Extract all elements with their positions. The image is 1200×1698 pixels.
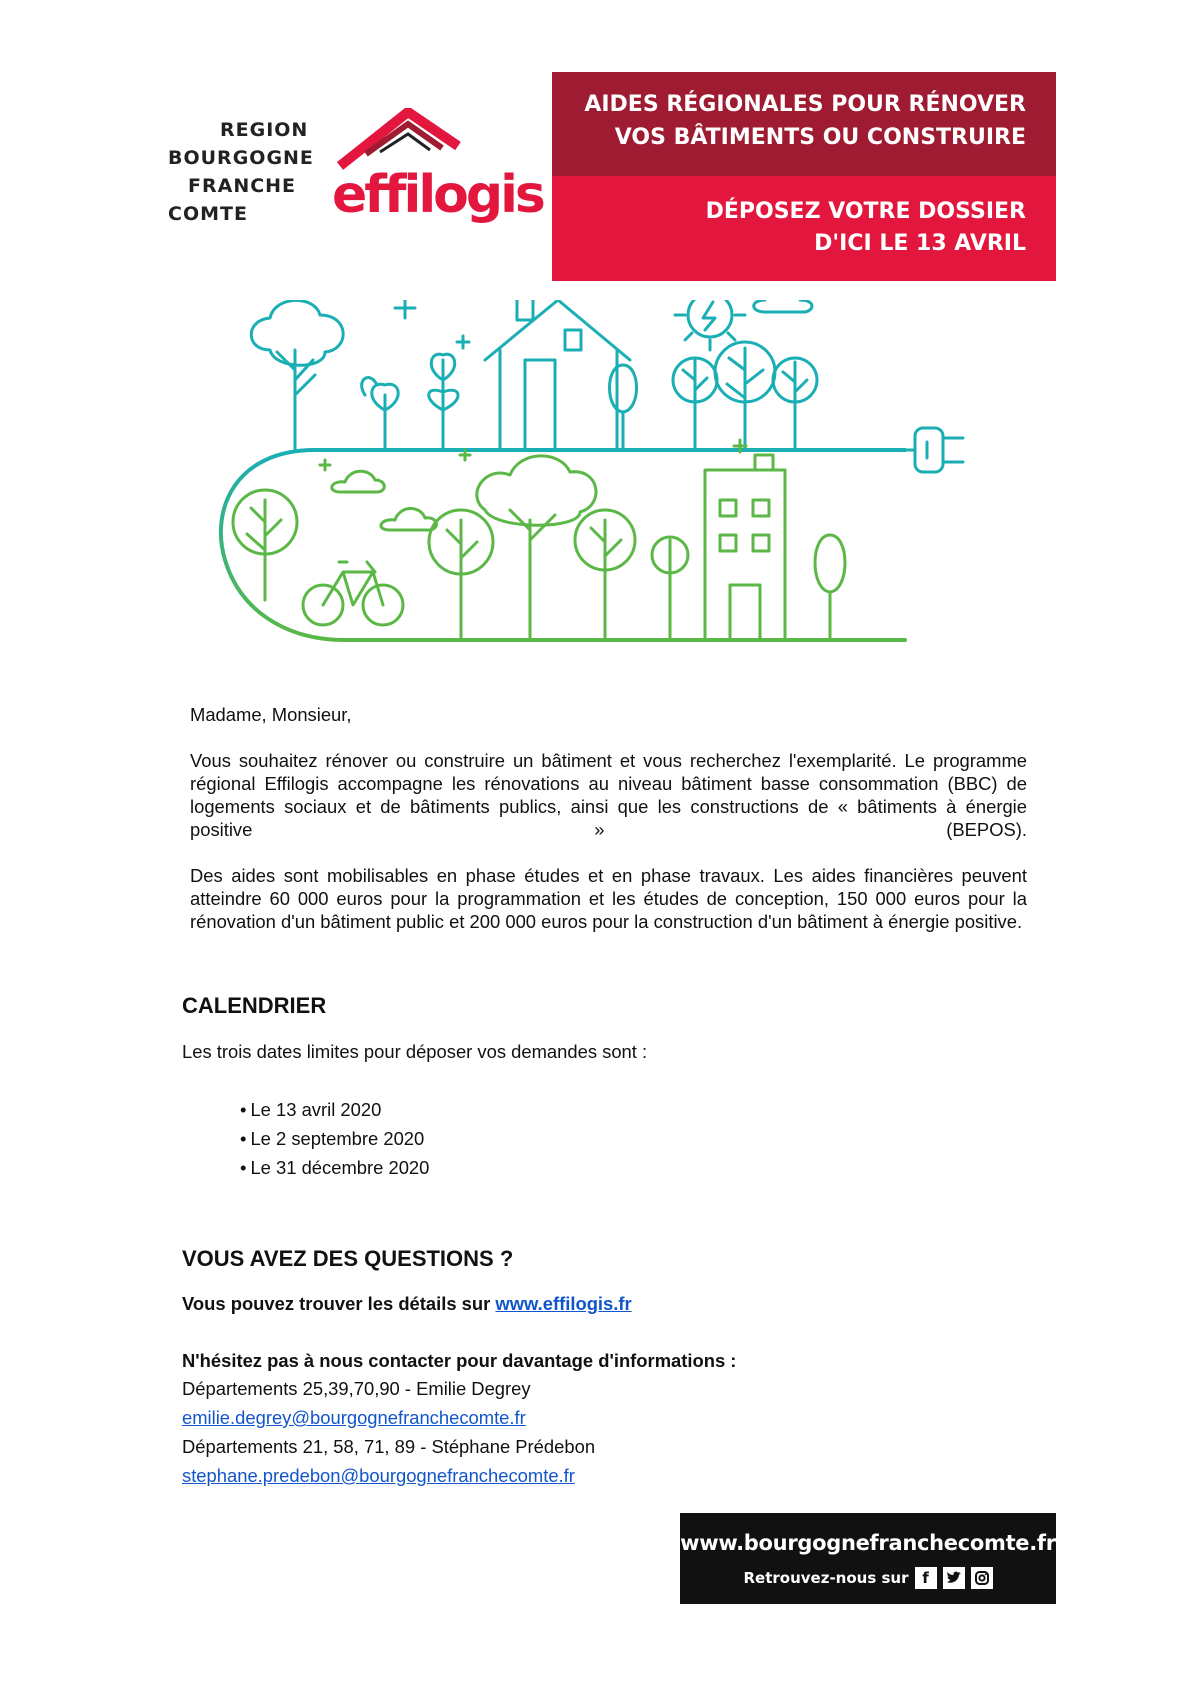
- footer-url[interactable]: www.bourgognefranchecomte.fr: [680, 1531, 1056, 1555]
- details-line: Vous pouvez trouver les détails sur www.effilogis.fr: [182, 1293, 632, 1314]
- instagram-icon[interactable]: [971, 1567, 993, 1589]
- logo-text: effilogis: [332, 165, 543, 225]
- footer-box: [680, 1513, 1056, 1604]
- region-logo: [168, 116, 314, 228]
- contact-1: Départements 25,39,70,90 - Emilie Degrey: [182, 1378, 531, 1399]
- list-item: • Le 2 septembre 2020: [240, 1124, 429, 1153]
- email-link-1[interactable]: emilie.degrey@bourgognefranchecomte.fr: [182, 1407, 526, 1428]
- region-line: COMTE: [168, 203, 248, 225]
- contact-title: N'hésitez pas à nous contacter pour davantage d'informations :: [182, 1350, 737, 1371]
- plug-icon: [905, 428, 963, 472]
- cloud-icon: [754, 300, 812, 312]
- facebook-icon[interactable]: f: [915, 1567, 937, 1589]
- social-row: [680, 1567, 1056, 1589]
- aid-paragraph: Des aides sont mobilisables en phase études et en phase travaux. Les aides financières peuvent atteindre 60 000 euros pour la programmation et les études de conception, 150 000 euros pour la rénovation d'un bâtiment public et 200 000 euros pour la construction d'un bâtiment à énergie positive.: [190, 865, 1027, 932]
- greeting: Madame, Monsieur,: [190, 704, 352, 725]
- sparkle-icon: [395, 300, 415, 318]
- calendar-intro: Les trois dates limites pour déposer vos demandes sont :: [182, 1041, 648, 1062]
- region-line: BOURGOGNE: [168, 147, 314, 169]
- deadline-list: [240, 1095, 429, 1182]
- effilogis-link[interactable]: www.effilogis.fr: [495, 1293, 632, 1314]
- effilogis-logo: [330, 108, 545, 233]
- eco-illustration: [215, 300, 985, 670]
- house-icon: [485, 300, 637, 450]
- twitter-icon[interactable]: [943, 1567, 965, 1589]
- intro-paragraph: Vous souhaitez rénover ou construire un bâtiment et vous recherchez l'exemplarité. Le programme régional Effilogis accompagne les rénovations au niveau bâtiment basse consommation (BBC) de logements sociaux et de bâtiments publics, ainsi que les constructions de « bâtiments à énergie positive » (BEPOS).: [190, 750, 1027, 840]
- building-icon: [705, 455, 785, 640]
- region-line: FRANCHE: [188, 175, 297, 197]
- plant-icon: [362, 354, 458, 450]
- calendar-title: CALENDRIER: [182, 993, 327, 1018]
- banner-title: AIDES RÉGIONALES POUR RÉNOVER VOS BÂTIMENTS OU CONSTRUIRE: [552, 72, 1056, 176]
- bicycle-icon: [303, 562, 403, 625]
- social-label: Retrouvez-nous sur: [743, 1569, 909, 1587]
- region-line: REGION: [220, 119, 309, 141]
- contact-2: Départements 21, 58, 71, 89 - Stéphane Prédebon: [182, 1436, 596, 1457]
- list-item: • Le 13 avril 2020: [240, 1095, 429, 1124]
- tree-icon: [251, 300, 343, 450]
- questions-title: VOUS AVEZ DES QUESTIONS ?: [182, 1246, 514, 1271]
- tree-icon: [673, 342, 817, 450]
- list-item: • Le 31 décembre 2020: [240, 1153, 429, 1182]
- banner-deadline: DÉPOSEZ VOTRE DOSSIER D'ICI LE 13 AVRIL: [552, 176, 1056, 281]
- email-link-2[interactable]: stephane.predebon@bourgognefranchecomte.fr: [182, 1465, 575, 1486]
